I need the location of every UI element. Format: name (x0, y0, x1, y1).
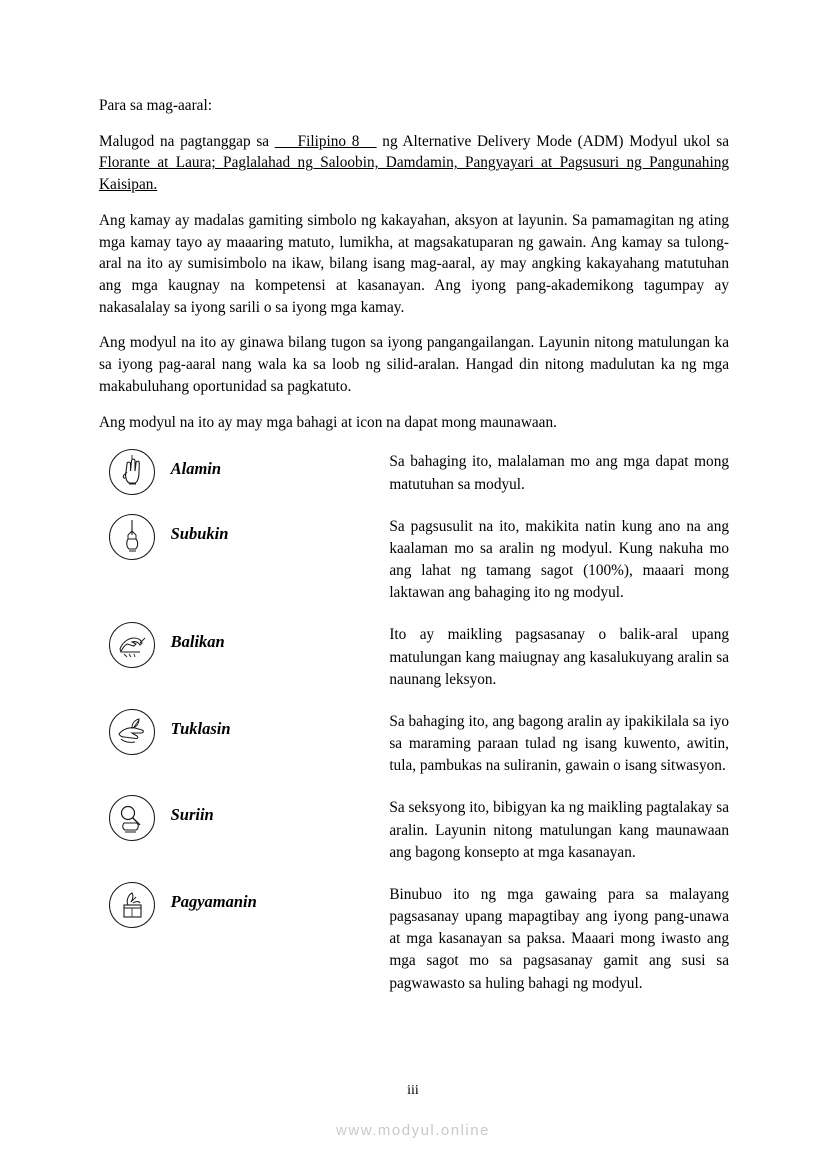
label-cell (171, 795, 390, 882)
icon-legend-table (99, 449, 729, 994)
page-content (99, 95, 729, 995)
page-number: iii (407, 1083, 419, 1098)
subject-blank: Filipino 8 (274, 132, 377, 150)
hand-writing-icon (109, 622, 155, 668)
hand-plant-icon (109, 709, 155, 755)
section-label: Tuklasin (170, 718, 231, 738)
label-cell (171, 709, 390, 796)
welcome-middle: ng Alternative Delivery Mode (ADM) Modyul ukol sa (376, 132, 729, 150)
icon-cell (99, 622, 171, 709)
description-cell (389, 795, 729, 882)
table-row (99, 622, 729, 709)
section-label: Pagyamanin (170, 891, 257, 911)
table-row (99, 795, 729, 882)
table-row (99, 882, 729, 995)
hand-pointing-icon (109, 449, 155, 495)
icon-cell (99, 514, 171, 623)
magnifier-hand-icon (109, 795, 155, 841)
audience-heading: Para sa mag-aaral: (99, 97, 212, 114)
section-description: Sa pagsusulit na ito, makikita natin kung ano na ang kaalaman mo sa aralin ng modyul. Kung nakuha mo ang lahat ng tamang sagot (100%), maaari mong laktawan ang bahaging ito ng modyul. (389, 517, 729, 602)
description-cell (389, 622, 729, 709)
description-cell (389, 709, 729, 796)
section-label: Subukin (170, 523, 229, 543)
section-description: Ito ay maikling pagsasanay o balik-aral upang matulungan kang maiugnay ang kasalukuyang aralin sa naunang leksyon. (389, 626, 729, 688)
label-cell (171, 514, 390, 623)
description-cell (389, 449, 729, 513)
label-cell (171, 622, 390, 709)
section-label: Balikan (170, 632, 225, 652)
module-title: Florante at Laura; Paglalahad ng Saloobin, Damdamin, Pangyayari at Pagsusuri ng Pangunahing Kaisipan. (99, 154, 729, 194)
welcome-before: Malugod na pagtanggap sa (99, 132, 275, 150)
section-label: Alamin (170, 459, 222, 479)
hand-book-icon (109, 882, 155, 928)
table-row (99, 709, 729, 796)
purpose-paragraph: Ang modyul na ito ay ginawa bilang tugon sa iyong pangangailangan. Layunin nitong matulungan ka sa iyong pag-aaral nang wala ka sa loob ng silid-aralan. Hangad din nitong madulutan ka ng mga makabuluhang oportunidad sa pagkatuto. (99, 334, 729, 395)
icon-cell (99, 449, 171, 513)
section-description: Binubuo ito ng mga gawaing para sa malayang pagsasanay upang mapagtibay ang iyong pang-unawa at mga kasanayan sa paksa. Maaari mong iwasto ang mga sagot mo sa pagsasanay gamit ang susi sa pagwawasto sa huling bahagi ng modyul. (389, 885, 729, 992)
section-label: Suriin (170, 805, 214, 825)
section-description: Sa bahaging ito, ang bagong aralin ay ipakikilala sa iyo sa maraming paraan tulad ng isang kuwento, awitin, tula, pambukas na suliranin, gawain o isang sitwasyon. (389, 712, 729, 775)
section-description: Sa bahaging ito, malalaman mo ang mga dapat mong matutuhan sa modyul. (389, 453, 729, 493)
icon-cell (99, 882, 171, 995)
welcome-paragraph (99, 131, 729, 196)
description-cell (389, 882, 729, 995)
pencil-hand-icon (109, 514, 155, 560)
watermark: www.modyul.online (336, 1122, 490, 1139)
parts-intro-paragraph: Ang modyul na ito ay may mga bahagi at icon na dapat mong maunawaan. (99, 413, 557, 431)
table-row (99, 449, 729, 513)
label-cell (171, 882, 390, 995)
label-cell (171, 449, 390, 513)
hand-symbol-paragraph: Ang kamay ay madalas gamiting simbolo ng kakayahan, aksyon at layunin. Sa pamamagitan ng ating mga kamay tayo ay maaaring matuto, lumikha, at magsakatuparan ng gawain. Ang kamay sa tulong-aral na ito ay sumisimbolo na ikaw, bilang isang mag-aaral, ay may angking kakayahang matutuhan ang mga kaugnay na kompetensi at kasanayan. Ang iyong pang-akademikong tagumpay ay nakasalalay sa iyong sarili o sa iyong mga kamay. (99, 211, 729, 316)
description-cell (389, 514, 729, 623)
table-row (99, 514, 729, 623)
icon-cell (99, 709, 171, 796)
icon-cell (99, 795, 171, 882)
section-description: Sa seksyong ito, bibigyan ka ng maikling pagtalakay sa aralin. Layunin nitong matulungan kang maunawaan ang bagong konsepto at mga kasanayan. (389, 799, 729, 861)
